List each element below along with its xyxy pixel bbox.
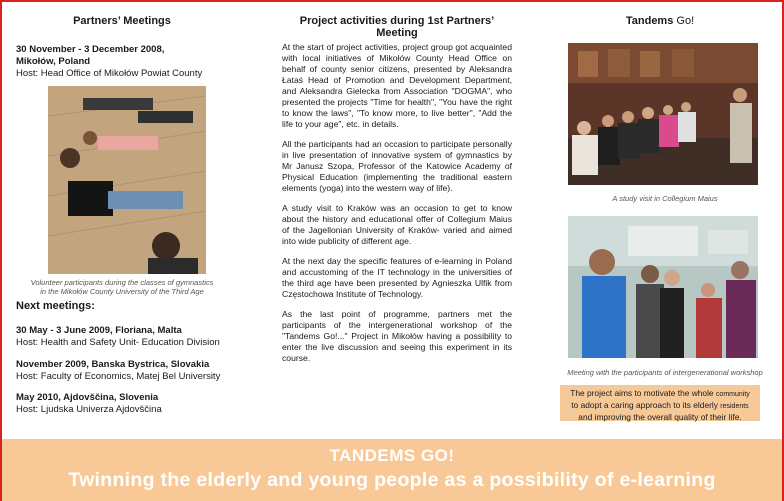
first-meeting-place: Mikołów, Poland bbox=[16, 56, 91, 67]
aim-line-1 bbox=[564, 388, 756, 400]
tandems-go-title-word: Tandems bbox=[625, 15, 674, 27]
workshop-meeting-caption: Meeting with the participants of intergenerational workshop bbox=[567, 368, 763, 377]
project-aim-box bbox=[560, 385, 760, 421]
next-meeting-slovenia bbox=[16, 392, 236, 416]
tandems-banner bbox=[2, 439, 782, 501]
next-meeting-heading: 30 May - 3 June 2009, Floriana, Malta bbox=[16, 325, 182, 336]
right-column bbox=[560, 2, 763, 422]
next-meetings-title: Next meetings: bbox=[16, 300, 95, 312]
aim-line-2 bbox=[564, 400, 756, 412]
activities-paragraph: At the start of project activities, project group got acquainted with local initiatives of Mikołów County Head Office on behalf of county senior citizens, presented by Aleksandra Łataś Head of Promotion and Development Department, and Aleksandra Gielecka from Association "DOGMA", who presented the projects "Time for health", "You have the right to know the laws", "To know more, to live better", "Add the life to your age", etc. in details. bbox=[282, 42, 512, 129]
aim-text-small: community bbox=[715, 391, 750, 398]
aim-text-small: residents bbox=[720, 403, 749, 410]
first-meeting-host: Host: Head Office of Mikołów Powiat County bbox=[16, 68, 203, 79]
next-meeting-host: Host: Ljudska Univerza Ajdovščina bbox=[16, 404, 162, 415]
study-visit-caption: A study visit in Collegium Maius bbox=[612, 194, 718, 203]
next-meeting-heading: May 2010, Ajdovščina, Slovenia bbox=[16, 392, 159, 403]
partners-meetings-title: Partners’ Meetings bbox=[73, 15, 171, 27]
project-activities-body bbox=[282, 42, 512, 373]
next-meeting-slovakia bbox=[16, 359, 236, 383]
tandems-go-title bbox=[560, 15, 760, 27]
aim-text: to adopt a caring approach to its elderly bbox=[571, 400, 718, 410]
gymnastics-photo-illustration bbox=[48, 86, 206, 274]
banner-subtitle: Twinning the elderly and young people as a possibility of e-learning bbox=[68, 469, 716, 491]
next-meeting-malta bbox=[16, 325, 236, 349]
activities-paragraph: At the next day the specific features of e-learning in Poland and accustoming of the IT technology in the universities of the third age have been presented by Agnieszka Ulfik from Częstochowa Institute of Technology. bbox=[282, 256, 512, 299]
first-meeting bbox=[16, 44, 228, 80]
activities-paragraph: A study visit to Kraków was an occasion to get to know about the history and educational offer of Collegium Maius of the Jagellonian University of Kraków- varied and aimed into wide publicity of different age. bbox=[282, 203, 512, 246]
next-meeting-host: Host: Health and Safety Unit- Education Division bbox=[16, 337, 220, 348]
workshop-meeting-illustration bbox=[568, 216, 758, 358]
gymnastics-caption-line2: in the Mikołów County University of the Third Age bbox=[40, 287, 204, 296]
gymnastics-photo-caption bbox=[16, 278, 228, 296]
study-visit-photo bbox=[568, 43, 758, 185]
next-meeting-heading: November 2009, Banska Bystrica, Slovakia bbox=[16, 359, 210, 370]
gymnastics-photo bbox=[48, 86, 206, 274]
activities-paragraph: As the last point of programme, partners met the participants of the intergenerational workshop of the "Tandems Go!..." Project in Mikołów having a possibility to enter the live discussion and seeing this experiment in its course. bbox=[282, 309, 512, 363]
aim-text: The project aims to motivate the whole bbox=[570, 388, 714, 398]
workshop-meeting-photo bbox=[568, 216, 758, 358]
study-visit-illustration bbox=[568, 43, 758, 185]
gymnastics-caption-line1: Volunteer participants during the classes of gymnastics bbox=[30, 278, 214, 287]
activities-paragraph: All the participants had an occasion to participate personally in live presentation of innovative system of gymnastics by Mr Janusz Szopa, Professor of the Katowice Academy of Physical Education (implementing the traditional eastern elements (yoga) into the western way of life). bbox=[282, 139, 512, 193]
project-activities-title: Project activities during 1st Partners’ Meeting bbox=[299, 15, 495, 39]
left-column bbox=[16, 2, 228, 415]
banner-title: TANDEMS GO! bbox=[329, 446, 455, 465]
next-meeting-host: Host: Faculty of Economics, Matej Bel University bbox=[16, 371, 221, 382]
tandems-go-title-suffix: Go! bbox=[676, 15, 695, 27]
first-meeting-dates: 30 November - 3 December 2008, bbox=[16, 44, 165, 55]
middle-column bbox=[282, 2, 512, 363]
aim-line-3: and improving the overall quality of their life. bbox=[578, 412, 742, 422]
